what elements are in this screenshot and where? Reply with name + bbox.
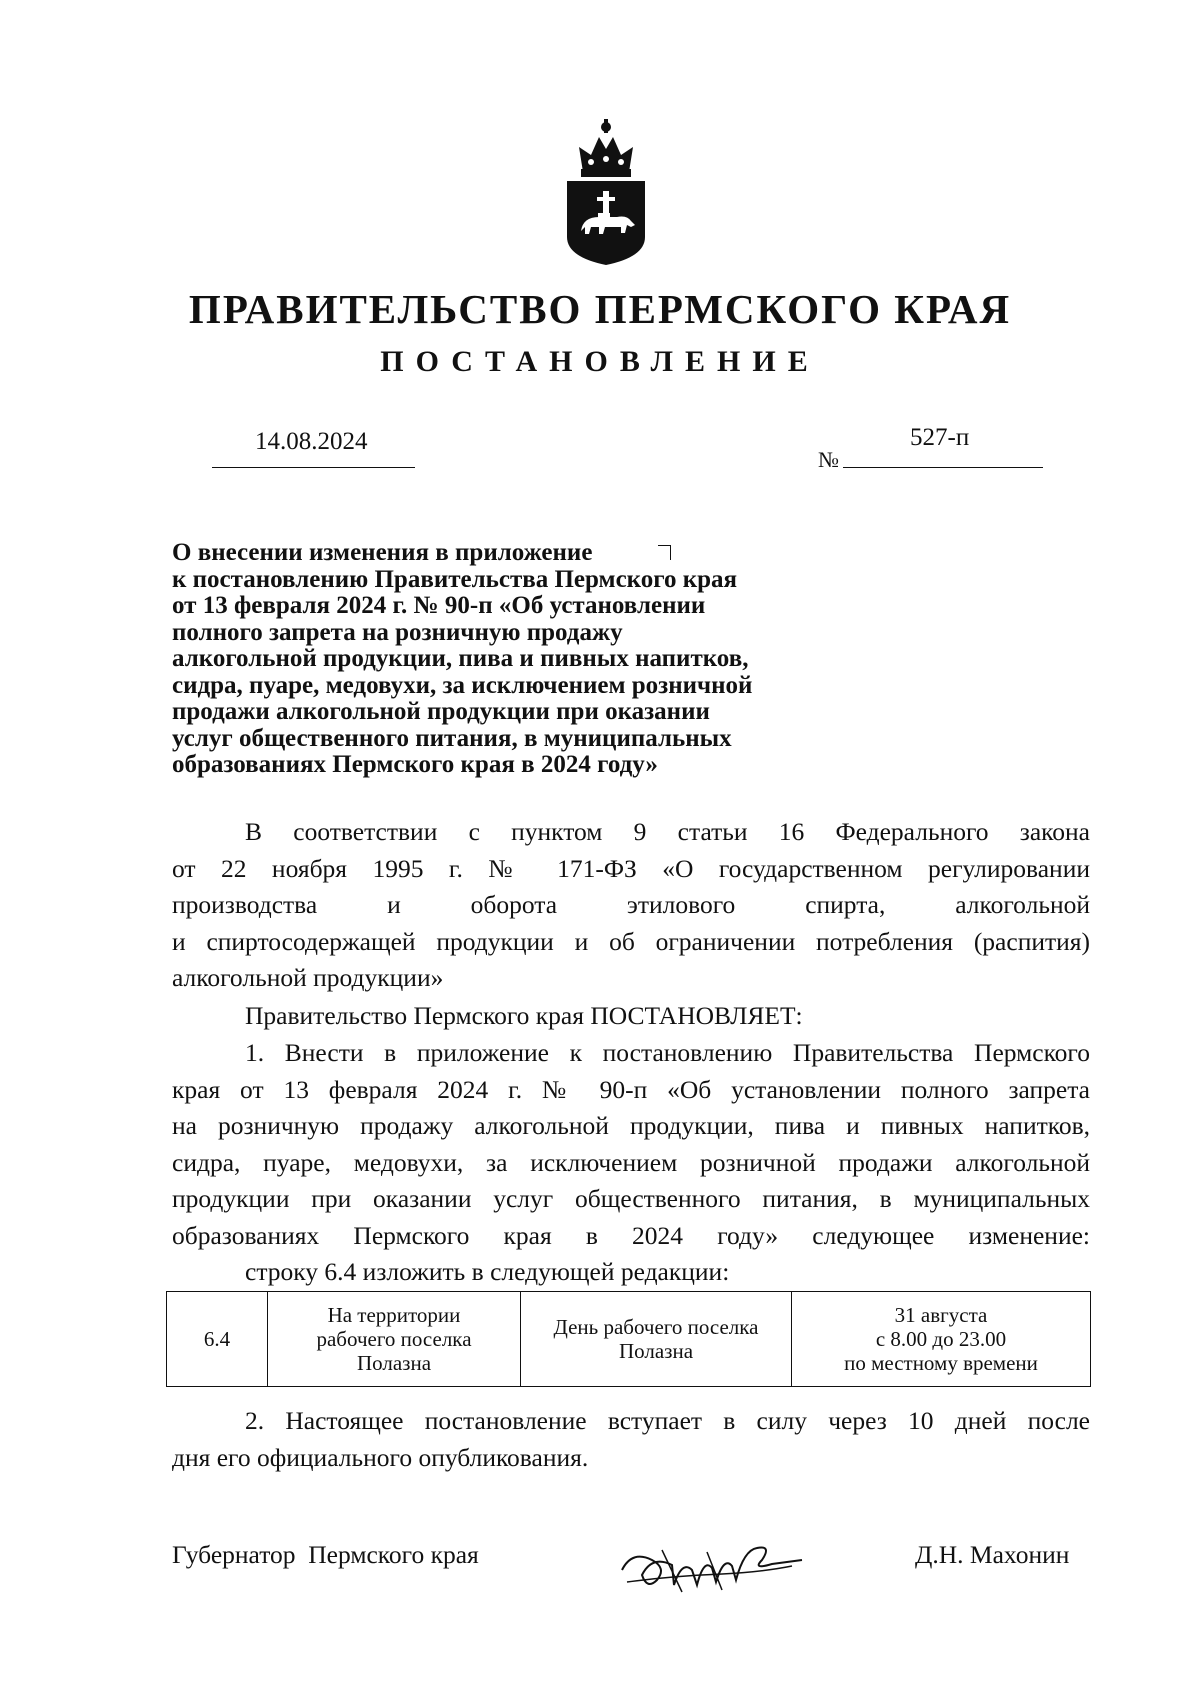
time-line: с 8.00 до 23.00 <box>875 1327 1007 1351</box>
item-1-line: образованиях Пермского края в 2024 году» следующее изменение: <box>172 1220 1090 1250</box>
item-1-line: сидра, пуаре, медовухи, за исключением розничной продажи алкогольной <box>172 1147 1090 1177</box>
date-underline <box>212 467 415 468</box>
document-number: 527-п <box>910 424 970 451</box>
preamble-line: В соответствии с пунктом 9 статьи 16 Федерального закона <box>245 817 1090 846</box>
resolves-line <box>172 998 1090 1035</box>
subject-line: О внесении изменения в приложение <box>172 539 593 566</box>
preamble-line: и спиртосодержащей продукции и об ограничении потребления (распития) <box>172 926 1090 956</box>
subject-line: от 13 февраля 2024 г. № 90-п «Об установлении <box>172 592 706 619</box>
number-underline <box>843 467 1043 468</box>
amendment-table <box>166 1291 1091 1387</box>
item-1-paragraph <box>172 1035 1090 1291</box>
organization-title: ПРАВИТЕЛЬСТВО ПЕРМСКОГО КРАЯ <box>188 286 1012 332</box>
territory-line: рабочего поселка <box>316 1327 472 1351</box>
preamble-line: производства и оборота этилового спирта, алкогольной <box>172 890 1090 919</box>
item-1-line: на розничную продажу алкогольной продукции, пива и пивных напитков, <box>172 1111 1090 1140</box>
item-2-paragraph <box>172 1402 1090 1476</box>
subject-line: сидра, пуаре, медовухи, за исключением розничной <box>172 671 753 699</box>
item-1-line: строку 6.4 изложить в следующей редакции: <box>245 1257 730 1286</box>
item-1-line: продукции при оказании услуг общественного питания, в муниципальных <box>172 1184 1090 1213</box>
event-line: День рабочего поселка <box>553 1315 759 1339</box>
event-cell <box>521 1292 792 1387</box>
document-date: 14.08.2024 <box>255 428 368 455</box>
time-line: 31 августа <box>894 1303 988 1327</box>
number-sign: № <box>818 447 839 472</box>
subject-line: полного запрета на розничную продажу <box>172 618 623 646</box>
subject-line: образованиях Пермского края в 2024 году» <box>172 751 658 778</box>
time-line: по местному времени <box>844 1351 1038 1375</box>
signatory-name: Д.Н. Махонин <box>915 1540 1070 1569</box>
row-number-cell: 6.4 <box>167 1292 268 1387</box>
handwritten-signature <box>612 1530 812 1600</box>
preamble-line: от 22 ноября 1995 г. № 171-ФЗ «О государственном регулировании <box>172 853 1090 883</box>
item-1-line: края от 13 февраля 2024 г. № 90-п «Об установлении полного запрета <box>172 1074 1090 1104</box>
subject-line: услуг общественного питания, в муниципальных <box>172 724 732 752</box>
table-row <box>167 1292 1091 1387</box>
preamble-line: алкогольной продукции» <box>172 963 444 992</box>
preamble-paragraph <box>172 814 1090 997</box>
perm-krai-coat-of-arms-icon <box>561 117 651 267</box>
territory-line: На территории <box>327 1303 461 1327</box>
document-subject <box>172 540 872 779</box>
subject-line: алкогольной продукции, пива и пивных напитков, <box>172 645 749 672</box>
time-cell <box>792 1292 1091 1387</box>
event-line: Полазна <box>618 1339 694 1363</box>
subject-line: к постановлению Правительства Пермского края <box>172 565 738 593</box>
signatory-position: Губернатор Пермского края <box>172 1540 479 1569</box>
resolves-text: Правительство Пермского края ПОСТАНОВЛЯЕТ: <box>245 1001 803 1030</box>
item-1-line: 1. Внести в приложение к постановлению Правительства Пермского <box>245 1038 1090 1067</box>
item-2-line: дня его официального опубликования. <box>172 1443 589 1472</box>
territory-cell <box>268 1292 521 1387</box>
document-type: ПОСТАНОВЛЕНИЕ <box>380 345 820 378</box>
item-2-line: 2. Настоящее постановление вступает в силу через 10 дней после <box>245 1406 1090 1435</box>
subject-line: продажи алкогольной продукции при оказании <box>172 698 710 725</box>
territory-line: Полазна <box>356 1351 432 1375</box>
